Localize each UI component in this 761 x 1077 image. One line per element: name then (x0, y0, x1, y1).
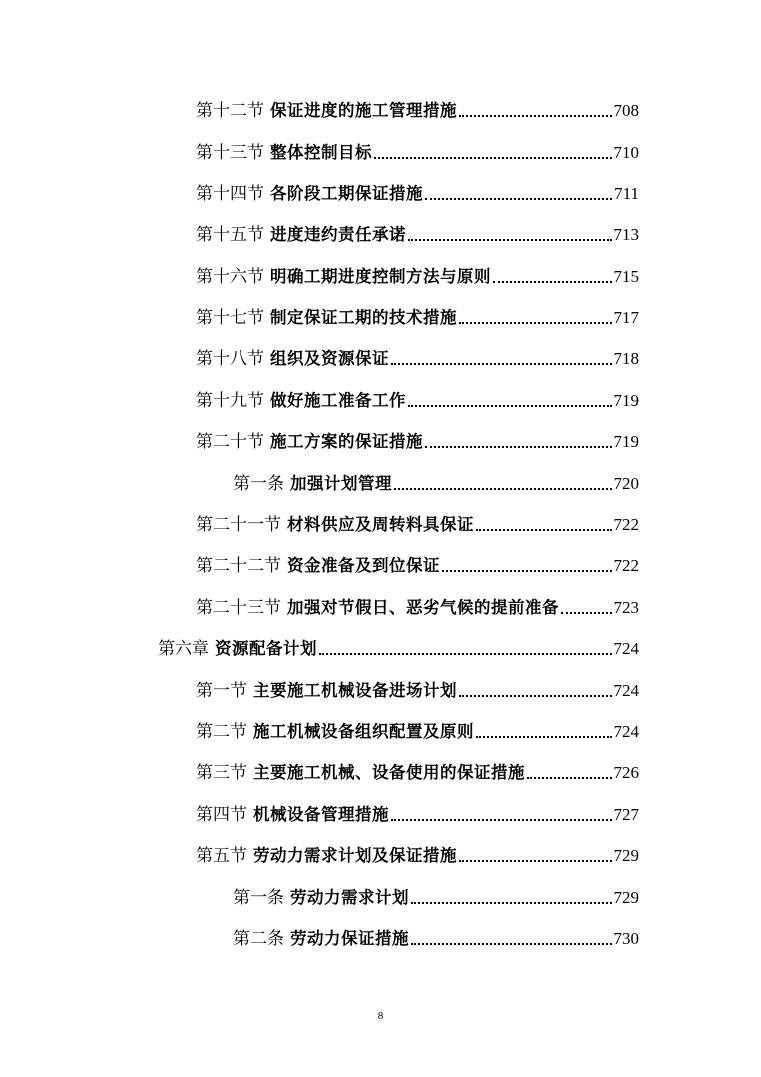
toc-entry-label: 第二十三节 (196, 598, 281, 618)
toc-dot-leader (527, 777, 612, 779)
toc-entry-title: 加强对节假日、恶劣气候的提前准备 (287, 598, 559, 617)
toc-entry-page: 711 (614, 184, 639, 203)
toc-entry (158, 634, 639, 660)
toc-entry (196, 551, 639, 577)
toc-entry-label: 第二十一节 (196, 515, 281, 535)
toc-entry-title: 明确工期进度控制方法与原则 (270, 267, 491, 286)
toc-entry-title: 资金准备及到位保证 (287, 556, 440, 575)
toc-entry-page: 719 (613, 432, 639, 451)
toc-dot-leader (493, 281, 612, 283)
toc-entry-page: 708 (613, 101, 639, 120)
toc-entry-page: 722 (613, 515, 639, 534)
toc-dot-leader (425, 446, 612, 448)
toc-entry (196, 262, 639, 288)
toc-entry-title: 保证进度的施工管理措施 (270, 101, 457, 120)
toc-entry-title: 施工机械设备组织配置及原则 (253, 722, 474, 741)
toc-entry-page: 730 (613, 929, 639, 948)
toc-dot-leader (561, 612, 612, 614)
toc-entry-page: 724 (613, 681, 639, 700)
toc-entry-title: 主要施工机械设备进场计划 (253, 681, 457, 700)
toc-entry (196, 717, 639, 743)
toc-dot-leader (411, 943, 612, 945)
toc-entry-label: 第二十节 (196, 432, 264, 452)
toc-entry-label: 第二十二节 (196, 556, 281, 576)
toc-entry-page: 729 (613, 846, 639, 865)
toc-entry-page: 724 (613, 722, 639, 741)
toc-entry-title: 加强计划管理 (290, 474, 392, 493)
toc-entry-title: 各阶段工期保证措施 (270, 184, 423, 203)
toc-entry-label: 第十九节 (196, 391, 264, 411)
toc-entry-label: 第十五节 (196, 225, 264, 245)
toc-entry-label: 第三节 (196, 763, 247, 783)
toc-entry-label: 第五节 (196, 846, 247, 866)
toc-entry-title: 组织及资源保证 (270, 349, 389, 368)
toc-entry-page: 717 (613, 308, 639, 327)
toc-entry-label: 第十八节 (196, 349, 264, 369)
toc-entry (196, 427, 639, 453)
toc-dot-leader (394, 488, 612, 490)
toc-entry-page: 715 (613, 267, 639, 286)
toc-dot-leader (374, 157, 612, 159)
toc-entry-title: 进度违约责任承诺 (270, 225, 406, 244)
toc-entry (196, 96, 639, 122)
toc-entry-page: 718 (613, 349, 639, 368)
page-number: 8 (377, 1010, 384, 1022)
toc-dot-leader (476, 736, 612, 738)
toc-dot-leader (425, 198, 612, 200)
toc-entry-label: 第一节 (196, 681, 247, 701)
toc-entry (196, 758, 639, 784)
toc-entry-page: 720 (613, 474, 639, 493)
toc-dot-leader (319, 653, 612, 655)
toc-dot-leader (408, 405, 612, 407)
toc-entry-title: 材料供应及周转料具保证 (287, 515, 474, 534)
toc-dot-leader (459, 115, 612, 117)
toc-entry-label: 第十四节 (196, 184, 264, 204)
toc-entry-label: 第十二节 (196, 101, 264, 121)
toc-entry (196, 676, 639, 702)
toc-entry-page: 726 (613, 763, 639, 782)
toc-entry-label: 第四节 (196, 805, 247, 825)
toc-entry-title: 做好施工准备工作 (270, 391, 406, 410)
toc-entry (196, 220, 639, 246)
toc-dot-leader (411, 902, 612, 904)
toc-entry-page: 727 (613, 805, 639, 824)
toc-entry-page: 713 (613, 225, 639, 244)
toc-entry (196, 303, 639, 329)
toc-entry-label: 第六章 (158, 639, 209, 659)
toc-entry-title: 资源配备计划 (215, 639, 317, 658)
toc-entry (196, 593, 639, 619)
toc-entry (196, 179, 639, 205)
toc-entry-label: 第二条 (233, 929, 284, 949)
toc-entry (233, 924, 639, 950)
toc-entry (233, 883, 639, 909)
toc-dot-leader (408, 239, 612, 241)
toc-entry-title: 主要施工机械、设备使用的保证措施 (253, 763, 525, 782)
toc-entry (196, 841, 639, 867)
toc-entry (196, 800, 639, 826)
toc-entry-page: 723 (613, 598, 639, 617)
toc-entry-title: 劳动力需求计划及保证措施 (253, 846, 457, 865)
toc-entry-label: 第十六节 (196, 267, 264, 287)
toc-entry-label: 第十七节 (196, 308, 264, 328)
toc-entry-label: 第一条 (233, 474, 284, 494)
toc-entry (196, 386, 639, 412)
toc-dot-leader (476, 529, 612, 531)
toc-entry-page: 729 (613, 888, 639, 907)
toc-entry-title: 制定保证工期的技术措施 (270, 308, 457, 327)
toc-dot-leader (442, 570, 612, 572)
toc-entry-title: 劳动力需求计划 (290, 888, 409, 907)
toc-entry-page: 710 (613, 143, 639, 162)
toc-entry-title: 整体控制目标 (270, 143, 372, 162)
toc-entry-title: 机械设备管理措施 (253, 805, 389, 824)
toc-entry-title: 施工方案的保证措施 (270, 432, 423, 451)
toc-entry (196, 344, 639, 370)
toc-entry (196, 138, 639, 164)
toc-dot-leader (459, 322, 612, 324)
toc-entry-label: 第十三节 (196, 143, 264, 163)
toc-entry (233, 469, 639, 495)
toc-dot-leader (459, 860, 612, 862)
toc-entry-title: 劳动力保证措施 (290, 929, 409, 948)
toc-entry-label: 第一条 (233, 888, 284, 908)
toc-entry (196, 510, 639, 536)
toc-dot-leader (459, 695, 612, 697)
toc-dot-leader (391, 363, 612, 365)
toc-entry-page: 719 (613, 391, 639, 410)
toc-entry-page: 722 (613, 556, 639, 575)
toc-dot-leader (391, 819, 612, 821)
toc-entry-label: 第二节 (196, 722, 247, 742)
toc-entry-page: 724 (613, 639, 639, 658)
